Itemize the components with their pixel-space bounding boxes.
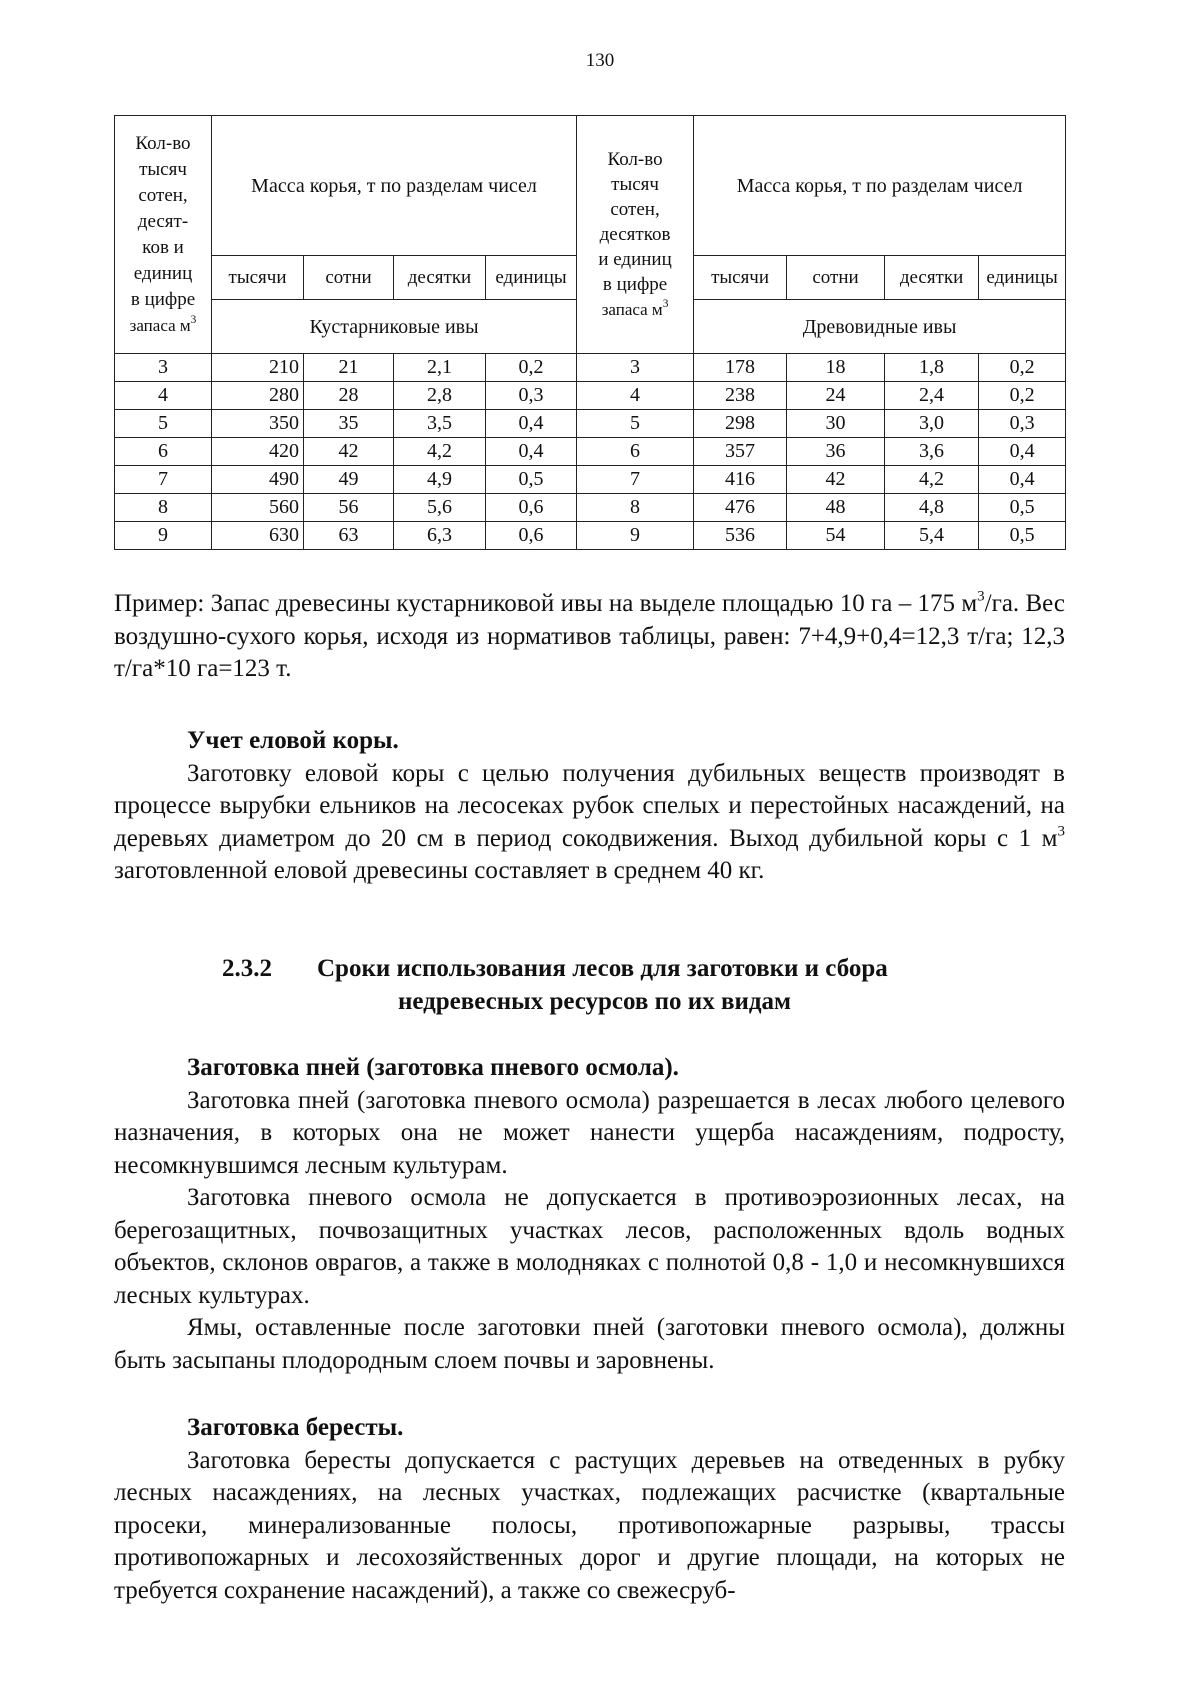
cell-left-hundreds: 21 xyxy=(304,354,394,382)
cell-left-hundreds: 42 xyxy=(304,438,394,466)
cell-left-thousands: 560 xyxy=(212,494,304,522)
cell-count-right: 4 xyxy=(577,382,694,410)
cell-count-right: 8 xyxy=(577,494,694,522)
cell-left-tens: 6,3 xyxy=(394,522,486,550)
subheader-tens: десятки xyxy=(394,256,486,300)
cell-left-hundreds: 56 xyxy=(304,494,394,522)
mass-header-right: Масса корья, т по разделам чисел xyxy=(694,116,1066,256)
mass-header-left: Масса корья, т по разделам чисел xyxy=(212,116,577,256)
table-row xyxy=(115,410,1066,438)
spruce-bark-section xyxy=(114,725,1065,888)
stumps-paragraph-2: Заготовка пневого осмола не допускается в противоэрозионных лесах, на берегозащитных, почвозащитных участках лесов, расположенных вдоль водных объектов, склонов оврагов, а также в молодняках с полнотой 0,8 - 1,0 и несомкнувшихся лесных культурах. xyxy=(114,1184,1065,1309)
cell-right-thousands: 298 xyxy=(694,410,787,438)
cell-right-thousands: 178 xyxy=(694,354,787,382)
cell-right-units: 0,3 xyxy=(979,410,1066,438)
cell-left-hundreds: 35 xyxy=(304,410,394,438)
section-heading xyxy=(114,952,1065,1018)
count-header-left: Кол-во тысяч сотен, десят- ков и единиц в цифре запаса $м^3$ xyxy=(115,116,212,354)
subheader-hundreds: сотни xyxy=(787,256,885,300)
cell-left-tens: 4,2 xyxy=(394,438,486,466)
cell-left-units: 0,3 xyxy=(486,382,577,410)
cell-left-thousands: 490 xyxy=(212,466,304,494)
cell-right-hundreds: 54 xyxy=(787,522,885,550)
spruce-bark-paragraph: Заготовку еловой коры с целью получения дубильных веществ производят в процессе вырубки ельников на лесосеках рубок спелых и перестойных насаждений, на деревьях диаметром до 20 см в период сокодвижения. Выход дубильной коры с 1 $м^3$ заготовленной еловой древесины составляет в среднем 40 кг. xyxy=(114,759,1065,884)
subheader-hundreds: сотни xyxy=(304,256,394,300)
cell-right-hundreds: 24 xyxy=(787,382,885,410)
cell-right-hundreds: 42 xyxy=(787,466,885,494)
cell-right-units: 0,4 xyxy=(979,466,1066,494)
count-header-right: Кол-во тысяч сотен, десятков и единиц в цифре запаса $м^3$ xyxy=(577,116,694,354)
group-shrub-willows: Кустарниковые ивы xyxy=(212,300,577,354)
cell-right-hundreds: 48 xyxy=(787,494,885,522)
subheader-thousands: тысячи xyxy=(212,256,304,300)
cell-left-hundreds: 63 xyxy=(304,522,394,550)
table-row xyxy=(115,522,1066,550)
subheader-units: единицы xyxy=(486,256,577,300)
cell-right-units: 0,5 xyxy=(979,494,1066,522)
table-row xyxy=(115,466,1066,494)
bark-mass-table xyxy=(114,115,1066,550)
cell-right-tens: 3,0 xyxy=(885,410,979,438)
stumps-paragraph-3: Ямы, оставленные после заготовки пней (заготовки пневого осмола), должны быть засыпаны плодородным слоем почвы и заровнены. xyxy=(114,1314,1065,1374)
cell-count-right: 9 xyxy=(577,522,694,550)
cell-left-tens: 3,5 xyxy=(394,410,486,438)
cell-left-units: 0,4 xyxy=(486,438,577,466)
cell-right-tens: 4,8 xyxy=(885,494,979,522)
cell-right-hundreds: 18 xyxy=(787,354,885,382)
cell-count-left: 9 xyxy=(115,522,212,550)
cell-left-tens: 4,9 xyxy=(394,466,486,494)
stumps-heading: Заготовка пней (заготовка пневого осмола). xyxy=(187,1054,679,1081)
cell-left-hundreds: 49 xyxy=(304,466,394,494)
cell-count-right: 5 xyxy=(577,410,694,438)
subheader-units: единицы xyxy=(979,256,1066,300)
cell-right-tens: 3,6 xyxy=(885,438,979,466)
table-row xyxy=(115,438,1066,466)
section-title-line2: недревесных ресурсов по их видам xyxy=(397,988,792,1015)
stumps-paragraph-1: Заготовка пней (заготовка пневого осмола) разрешается в лесах любого целевого назначения, в которых она не может нанести ущерба насаждениям, подросту, несомкнувшимся лесным культурам. xyxy=(114,1086,1065,1179)
subheader-tens: десятки xyxy=(885,256,979,300)
cell-left-tens: 2,1 xyxy=(394,354,486,382)
table-row xyxy=(115,494,1066,522)
cell-count-left: 3 xyxy=(115,354,212,382)
cell-right-thousands: 357 xyxy=(694,438,787,466)
cell-count-right: 3 xyxy=(577,354,694,382)
cell-right-thousands: 416 xyxy=(694,466,787,494)
table-row xyxy=(115,382,1066,410)
cell-left-units: 0,6 xyxy=(486,494,577,522)
cell-left-thousands: 350 xyxy=(212,410,304,438)
subheader-thousands: тысячи xyxy=(694,256,787,300)
cell-left-units: 0,4 xyxy=(486,410,577,438)
cell-right-units: 0,4 xyxy=(979,438,1066,466)
section-title-line1: Сроки использования лесов для заготовки и сбора xyxy=(317,955,888,982)
cell-left-thousands: 630 xyxy=(212,522,304,550)
cell-right-hundreds: 36 xyxy=(787,438,885,466)
birch-bark-paragraph: Заготовка бересты допускается с растущих деревьев на отведенных в рубку лесных насаждениях, на лесных участках, подлежащих расчистке (квартальные просеки, минерализованные полосы, противопожарные разрывы, трассы противопожарных и лесохозяйственных дорог и другие площади, на которых не требуется сохранение насаждений), а также со свежесруб- xyxy=(114,1446,1065,1604)
section-number: 2.3.2 xyxy=(222,955,272,982)
cell-right-tens: 4,2 xyxy=(885,466,979,494)
cell-right-thousands: 536 xyxy=(694,522,787,550)
birch-bark-heading: Заготовка бересты. xyxy=(187,1414,404,1441)
cell-count-right: 7 xyxy=(577,466,694,494)
spruce-bark-heading: Учет еловой коры. xyxy=(187,727,399,754)
cell-left-units: 0,2 xyxy=(486,354,577,382)
cell-left-thousands: 210 xyxy=(212,354,304,382)
cell-right-units: 0,2 xyxy=(979,382,1066,410)
cell-count-left: 6 xyxy=(115,438,212,466)
cell-right-thousands: 238 xyxy=(694,382,787,410)
cell-count-left: 5 xyxy=(115,410,212,438)
cell-right-units: 0,2 xyxy=(979,354,1066,382)
cell-right-tens: 1,8 xyxy=(885,354,979,382)
cell-left-units: 0,6 xyxy=(486,522,577,550)
cell-count-right: 6 xyxy=(577,438,694,466)
page-number: 130 xyxy=(585,50,615,71)
cell-right-hundreds: 30 xyxy=(787,410,885,438)
cell-left-units: 0,5 xyxy=(486,466,577,494)
stumps-section xyxy=(114,1052,1065,1377)
cell-left-tens: 5,6 xyxy=(394,494,486,522)
cell-left-tens: 2,8 xyxy=(394,382,486,410)
cell-right-tens: 2,4 xyxy=(885,382,979,410)
cell-left-hundreds: 28 xyxy=(304,382,394,410)
cell-right-thousands: 476 xyxy=(694,494,787,522)
cell-left-thousands: 420 xyxy=(212,438,304,466)
cell-right-tens: 5,4 xyxy=(885,522,979,550)
example-paragraph: Пример: Запас древесины кустарниковой ивы на выделе площадью 10 га – 175 $м^3/га$. Вес воздушно-сухого корья, исходя из нормативов таблицы, равен: 7+4,9+0,4=12,3 т/га; 12,3 т/га*10 га=123 т. xyxy=(114,588,1065,682)
table-row xyxy=(115,354,1066,382)
cell-count-left: 8 xyxy=(115,494,212,522)
birch-bark-section xyxy=(114,1412,1065,1607)
cell-count-left: 7 xyxy=(115,466,212,494)
group-tree-willows: Древовидные ивы xyxy=(694,300,1066,354)
cell-left-thousands: 280 xyxy=(212,382,304,410)
cell-count-left: 4 xyxy=(115,382,212,410)
cell-right-units: 0,5 xyxy=(979,522,1066,550)
